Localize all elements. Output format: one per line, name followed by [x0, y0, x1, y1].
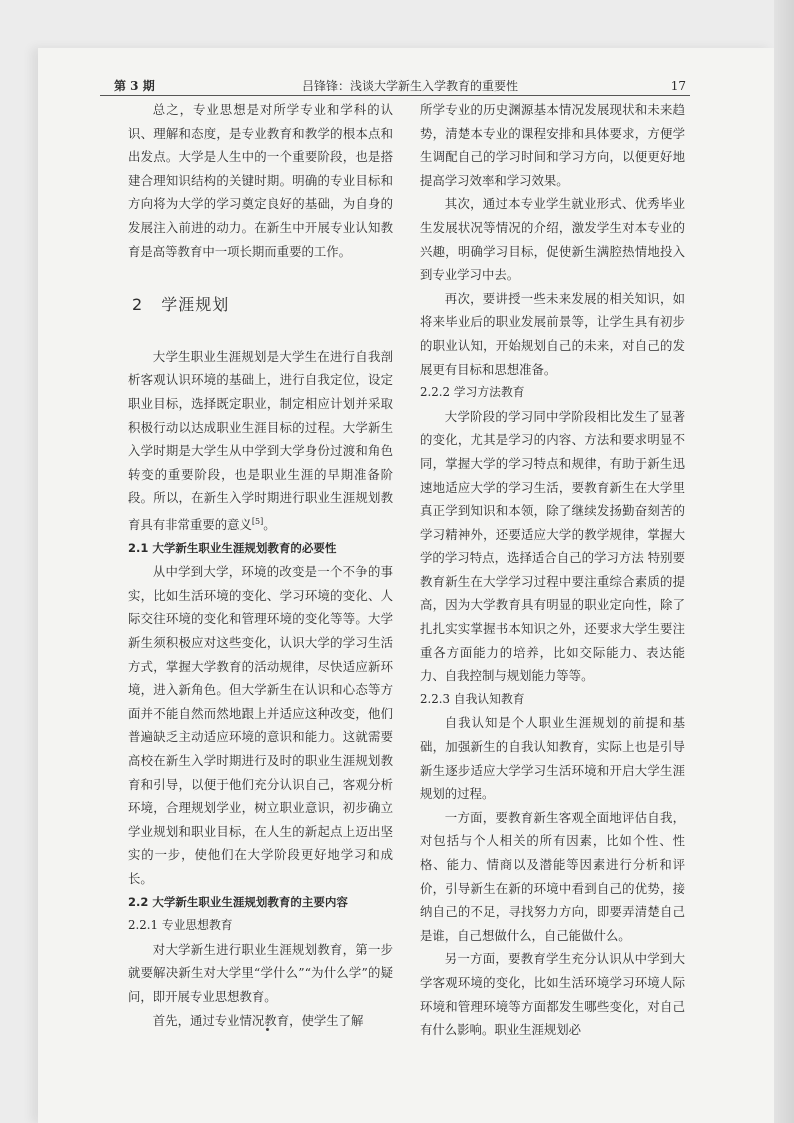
subsection-heading: 2.2 大学新生职业生涯规划教育的主要内容: [128, 894, 348, 909]
paragraph-text: 大学生职业生涯规划是大学生在进行自我剖析客观认识环境的基础上，进行自我定位，设定职业目标，选择既定职业，制定相应计划并采取积极行动以达成职业生涯目标的过程。大学新生入学时期是大学生从中学到大学身份过渡和角色转变的重要阶段，也是职业生涯的早期准备阶段。所以，在新生入学时期进行职业生涯规划教育具有非常重要的意义: [128, 348, 393, 533]
paragraph: 首先，通过专业情况教育，使学生了解: [152, 1012, 364, 1028]
paragraph: 其次，通过本专业学生就业形式、优秀毕业生发展状况等情况的介绍，激发学生对本专业的兴趣，明确学习目标，促使新生满腔热情地投入到专业学习中去。: [420, 196, 685, 283]
subsubsection-heading: 2.2.2 学习方法教育: [420, 385, 525, 400]
paragraph: 一方面，要教育新生客观全面地评估自我，对包括与个人相关的所有因素，比如个性、性格、能力、情商以及潜能等因素进行分析和评价，引导新生在新的环境中看到自己的优势，接纳自己的不足，寻找努力方向，即要弄清楚自己是谁，自己想做什么，自己能做什么。: [420, 809, 685, 943]
paragraph: 所学专业的历史渊源基本情况发展现状和未来趋势，清楚本专业的课程安排和具体要求，方便学生调配自己的学习时间和学习方向，以便更好地提高学习效率和学习效果。: [420, 102, 685, 188]
paragraph: [128, 345, 393, 537]
right-column: [420, 98, 685, 1042]
issue-label: 第 3 期: [114, 79, 155, 93]
paragraph: 另一方面，要教育学生充分认识从中学到大学客观环境的变化，比如生活环境学习环境人际环境和管理环境等方面都发生哪些变化，对自己有什么影响。职业生涯规划必: [420, 951, 685, 1038]
citation-ref: [5]: [251, 516, 264, 526]
subsubsection-heading: 2.2.1 专业思想教育: [128, 918, 233, 933]
paragraph: 大学阶段的学习同中学阶段相比发生了显著的变化，尤其是学习的内容、方法和要求明显不同，掌握大学的学习特点和规律，有助于新生迅速地适应大学的学习生活，要教育新生在大学里真正学到知识和本领，除了继续发扬勤奋刻苦的学习精神外，还要适应大学的教学规律，掌握大学的学习特点，选择适合自己的学习方法 特别要教育新生在大学学习过程中要注重综合素质的提高，因为大学教育具有明显的职业定向性，除了扎扎实实掌握书本知识之外，还要求大学生要注重各方面能力的培养，比如交际能力、表达能力、自我控制与规划能力等等。: [420, 408, 685, 684]
subsubsection-heading: 2.2.3 自我认知教育: [420, 691, 525, 706]
section-heading: [132, 293, 393, 317]
subsection-heading: 2.1 大学新生职业生涯规划教育的必要性: [128, 540, 337, 555]
running-header: [100, 75, 690, 96]
paragraph-end: 。: [263, 517, 276, 533]
left-column: [128, 98, 393, 1032]
paragraph: 从中学到大学，环境的改变是一个不争的事实，比如生活环境的变化、学习环境的变化、人际交往环境的变化和管理环境的变化等等。大学新生须积极应对这些变化，认识大学的学习生活方式，掌握大学教育的活动规律，尽快适应新环境，进入新角色。但大学新生在认识和心态等方面并不能自然而然地跟上并适应这种改变，他们普遍缺乏主动适应环境的意识和能力。这就需要高校在新生入学时期进行及时的职业生涯规划教育和引导，以便于他们充分认识自己，客观分析环境，合理规划学业，树立职业意识，初步确立学业规划和职业目标，在人生的新起点上迈出坚实的一步，使他们在大学阶段更好地学习和成长。: [128, 564, 393, 886]
section-number: 2: [132, 295, 144, 315]
paragraph: 再次，要讲授一些未来发展的相关知识，如将来毕业后的职业发展前景等，让学生具有初步的职业认知，开始规划自己的未来，对自己的发展更有目标和思想准备。: [420, 290, 685, 377]
scan-edge-shadow: [774, 0, 794, 1123]
section-title: 学涯规划: [161, 295, 230, 315]
article-running-title: 吕锋锋：浅谈大学新生入学教育的重要性: [302, 79, 519, 93]
scan-speck: [266, 1028, 269, 1031]
page-number: 17: [670, 79, 686, 93]
paragraph: 总之，专业思想是对所学专业和学科的认识、理解和态度，是专业教育和教学的根本点和出发点。大学是人生中的一个重要阶段，也是搭建合理知识结构的关键时期。明确的专业目标和方向将为大学的学习奠定良好的基础，为自身的发展注入前进的动力。在新生中开展专业认知教育是高等教育中一项长期而重要的工作。: [128, 102, 393, 259]
paragraph: 自我认知是个人职业生涯规划的前提和基础，加强新生的自我认知教育，实际上也是引导新生逐步适应大学学习生活环境和开启大学生涯规划的过程。: [420, 715, 685, 802]
paragraph: 对大学新生进行职业生涯规划教育，第一步就要解决新生对大学里“学什么”“为什么学”的疑问，即开展专业思想教育。: [128, 941, 393, 1004]
